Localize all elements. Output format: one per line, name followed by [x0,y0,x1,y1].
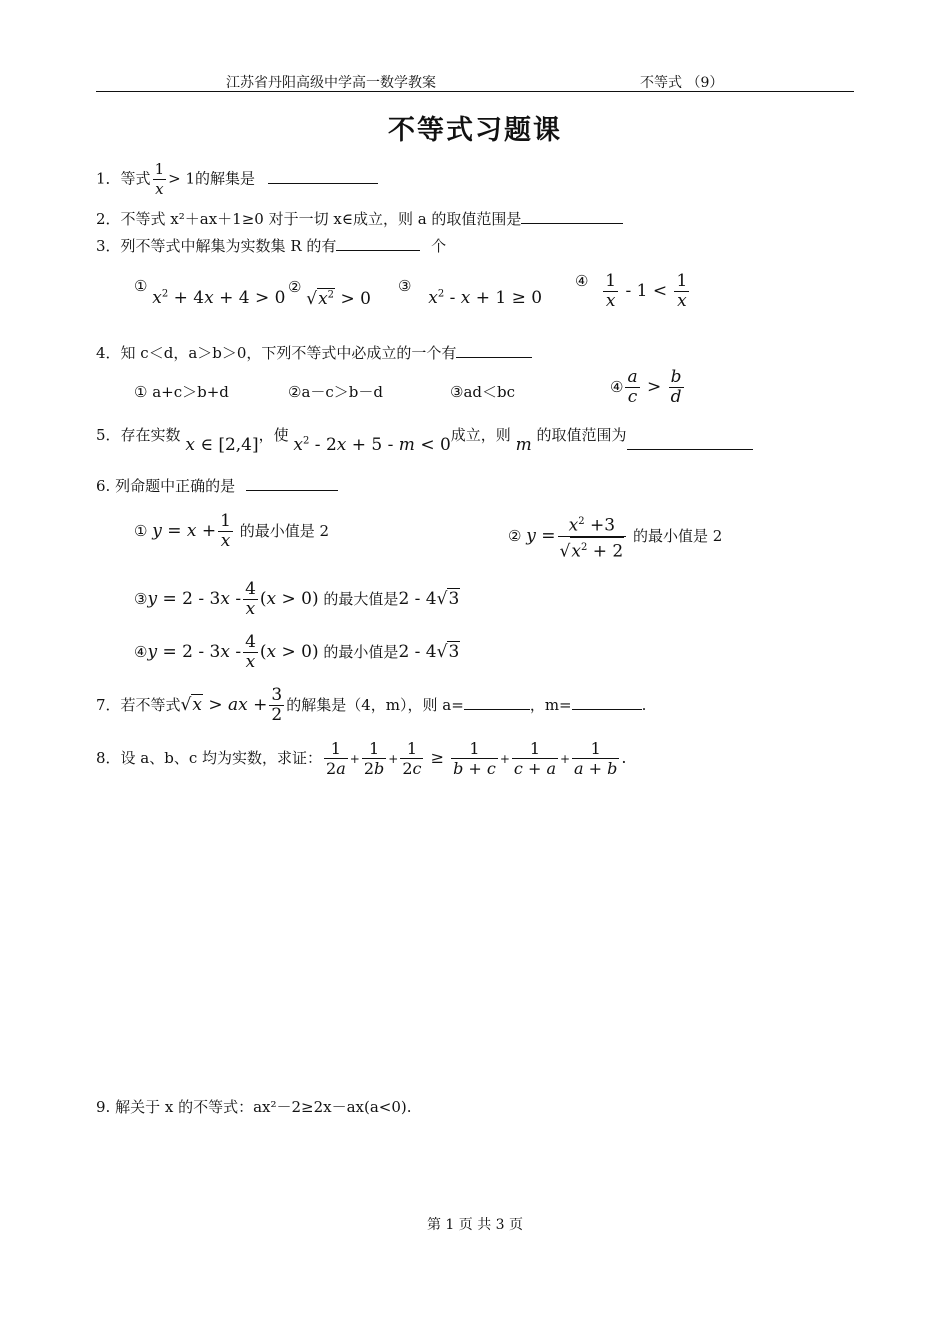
q3-option-4 [575,272,691,311]
q3-tail: 个 [431,237,447,255]
q3-opt1-formula: $x^2 + 4x + 4 > 0$ [152,288,286,308]
q6-opt3-value: 2 - 4√3 [398,589,460,609]
q1-text-a: 等式 [120,169,151,188]
q6-opt3-formula: y = 2 - 3x - $\frac{4}{x}$ (x > 0) [147,579,319,619]
q4-option-1: ① a+c＞b+d [134,383,229,401]
page-title: 不等式习题课 [388,115,562,146]
q7-blank-a[interactable] [464,695,530,710]
question-6 [96,475,338,496]
q7-text-b: 的解集是（4，m），则 a= [286,696,464,714]
q6-opt1-formula: y = x + $\frac{1}{x}$ [152,511,231,551]
q3-opt1-label: ① [134,277,148,295]
q4-answer-blank[interactable] [456,343,532,358]
q3-opt3-label: ③ [398,277,412,295]
question-9: 9. 解关于 x 的不等式：ax²－2≥2x－ax(a<0). [96,1098,412,1116]
q5-text-b: ，使 [258,426,289,444]
q3-text: 3．列不等式中解集为实数集 R 的有 [96,237,337,255]
q3-opt2-formula: $√x^2 > 0$ [306,289,371,309]
q6-opt4-label: ④ [134,643,148,661]
q4-option-4 [610,368,686,407]
q5-formula-m: m [515,435,532,455]
q2-answer-blank[interactable] [521,209,623,224]
q6-option-3 [134,580,460,619]
q1-answer-blank[interactable] [268,169,378,184]
q6-opt4-value: 2 - 4√3 [398,642,460,662]
q2-text: 2．不等式 x²＋ax＋1≥0 对于一切 x∈成立，则 a 的取值范围是 [96,210,522,228]
q5-formula-x: x ∈ [2,4] [185,435,259,455]
q6-opt4-tail: 的最小值是 [323,643,399,661]
q6-opt3-label: ③ [134,590,148,608]
q1-text-b: 的解集是 [195,169,256,188]
q6-answer-blank[interactable] [246,476,338,491]
q8-text: 8．设 a、b、c 均为实数，求证： [96,749,323,767]
page-footer: 第 1 页 共 3 页 [426,1217,524,1233]
q6-opt3-tail: 的最大值是 [323,590,399,608]
q5-text-a: 5．存在实数 [96,426,181,444]
q7-text-a: 7．若不等式 [96,696,181,714]
q3-opt2-label: ② [288,278,302,296]
q8-formula: $\frac{1}{2a}$ + $\frac{1}{2b}$ + $\frac{1}{2c}$ ≥ $\frac{1}{b + c}$ + $\frac{1}{c + a}$ + $\frac{1}{a + b}$ . [326,739,627,778]
q4-opt4-label: ④ [610,378,624,396]
q5-text-d: 的取值范围为 [536,426,627,444]
question-7 [96,686,646,725]
q3-option-1 [134,276,286,308]
q6-opt2-label: ② [508,527,522,546]
q6-opt4-formula: y = 2 - 3x - $\frac{4}{x}$ (x > 0) [147,632,319,672]
q1-relation: > 1 [168,169,195,188]
question-8 [96,739,627,778]
q6-opt1-label: ① [134,522,148,540]
q4-opt4-formula: $\frac{a}{c}$ > $\frac{b}{d}$ [627,367,682,407]
q3-opt4-formula: $\frac{1}{x}$ - 1 < $\frac{1}{x}$ [605,271,688,311]
q7-text-c: ，m= [529,696,572,714]
q6-opt2-formula: y = $\frac{x^2 +3}{√x^2 + 2}$ [526,526,628,546]
q6-opt2-tail: 的最小值是 2 [632,527,723,546]
q6-text: 6. 列命题中正确的是 [96,477,236,495]
q1-fraction: $\frac{1}{x}$ [154,160,165,198]
q4-option-3: ③ad＜bc [450,383,515,401]
header-right: 不等式 （9） [640,75,724,91]
q4-text: 4．知 c＜d，a＞b＞0，下列不等式中必成立的一个有 [96,344,457,362]
question-5 [96,424,753,455]
q6-option-4 [134,633,460,672]
q6-option-1 [134,512,329,551]
q3-answer-blank[interactable] [336,236,420,251]
question-3 [96,235,446,256]
question-4 [96,342,532,363]
q7-formula: √x > ax + $\frac{3}{2}$ [180,685,283,725]
q5-formula-ineq: $x^2 - 2x + 5 - m < 0$ [293,435,451,455]
question-1 [96,160,378,199]
q7-text-d: . [641,696,647,714]
question-2 [96,208,623,229]
q7-blank-m[interactable] [572,695,642,710]
header-left: 江苏省丹阳高级中学高一数学教案 [226,75,436,91]
header-divider [96,91,854,92]
q4-option-2: ②a－c＞b－d [288,383,383,401]
q3-opt3-formula: $x^2 - x + 1 \ge 0$ [428,288,543,308]
q1-number: 1． [96,169,121,188]
q3-option-3 [398,276,543,308]
q6-option-2 [508,512,722,561]
q3-option-2 [288,276,371,309]
q3-opt4-label: ④ [575,272,589,290]
q5-answer-blank[interactable] [627,435,753,450]
q6-opt1-tail: 的最小值是 2 [239,522,330,540]
q5-text-c: 成立，则 [450,426,511,444]
